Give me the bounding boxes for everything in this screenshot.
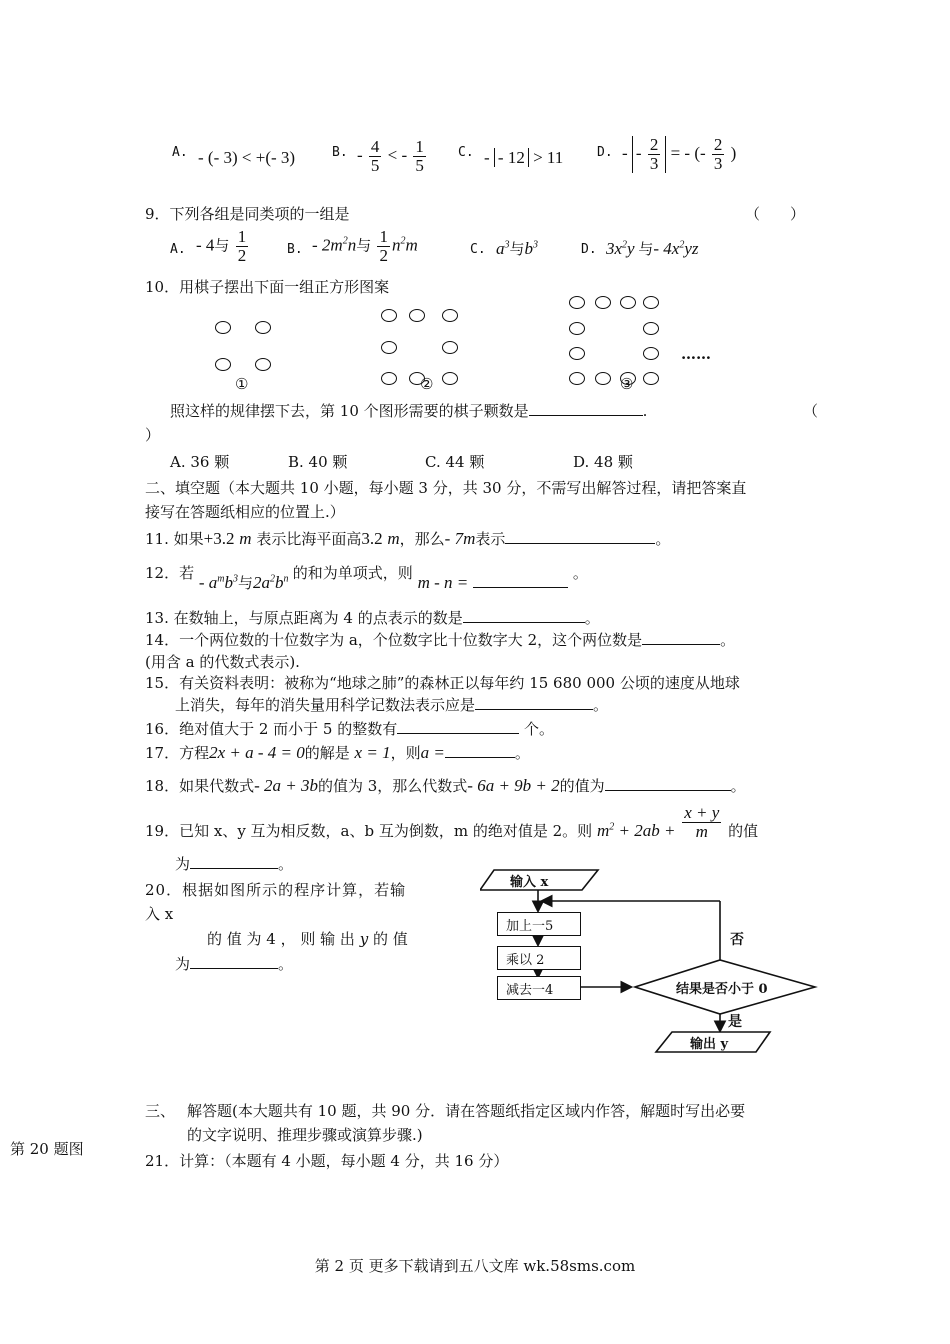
q19-line2: 为 。 <box>175 855 294 873</box>
q10-follow-text: 照这样的规律摆下去，第 10 个图形需要的棋子颗数是 . <box>170 402 648 420</box>
q9-answer-paren: （ ） <box>745 205 806 223</box>
q10-option-b: B. 40 颗 <box>288 453 348 471</box>
flow-input: 输入 x <box>510 875 549 890</box>
figure-caption: 第 20 题图 <box>10 1140 84 1158</box>
q8-option-c-label: C. <box>458 145 474 160</box>
q10-paren-open: （ <box>803 402 819 420</box>
chess-piece <box>569 372 585 385</box>
q9-option-d-expr: $3x^2y$ 与- $4x^2yz$ <box>606 239 699 258</box>
q9-option-c-label: C. <box>470 242 486 257</box>
chess-piece <box>381 372 397 385</box>
q19: 19．已知 x、y 互为相反数，a、b 互为倒数，m 的绝对值是 2。则 $m^2 + 2ab$ + $\frac{x + y}{m}$ 的值 <box>145 803 759 841</box>
page-footer: 第 2 页 更多下载请到五八文库 wk.58sms.com <box>314 1257 636 1275</box>
q20-line3: 的 值 为 4 ， 则 输 出 y 的 值 <box>207 930 408 948</box>
chess-piece <box>255 358 271 371</box>
q10-paren-close: ） <box>145 426 161 444</box>
q10-figure-1-label: ① <box>235 375 249 393</box>
chess-piece <box>442 309 458 322</box>
chess-piece <box>595 296 611 309</box>
flow-subtract: 减去一4 <box>497 976 581 1000</box>
chess-piece <box>643 372 659 385</box>
chess-piece <box>442 372 458 385</box>
section3-heading-cont: 的文字说明、推理步骤或演算步骤.) <box>187 1126 423 1144</box>
chess-piece <box>215 321 231 334</box>
q15: 15．有关资料表明：被称为“地球之肺”的森林正以每年约 15 680 000 公顷的速度从地球 <box>145 674 740 692</box>
q14-line2: (用含 a 的代数式表示). <box>145 653 300 671</box>
q9-option-a-label: A. <box>170 242 186 257</box>
q20-line1: 20．根据如图所示的程序计算，若输 <box>145 881 407 899</box>
q8-option-a-label: A. <box>172 145 188 160</box>
section2-heading: 二、填空题（本大题共 10 小题，每小题 3 分，共 30 分，不需写出解答过程，请把答案直 <box>145 479 747 497</box>
q12: 12．若 - $a^mb^3$与$2a^2b^n$ 的和为单项式，则 m - n = 。 <box>145 564 588 592</box>
q20-line4: 为 。 <box>175 955 294 973</box>
section3-heading: 解答题(本大题共有 10 题，共 90 分．请在答题纸指定区域内作答，解题时写出必要 <box>187 1102 746 1120</box>
q20-line2: 入 x <box>145 905 174 923</box>
flow-no-label: 否 <box>730 932 744 948</box>
q9-text: 9．下列各组是同类项的一组是 <box>145 205 350 223</box>
chess-piece <box>381 341 397 354</box>
chess-piece <box>643 296 659 309</box>
q8-option-b-expr: - $\frac{4}{5}$ < - $\frac{1}{5}$ <box>357 137 424 175</box>
q14: 14．一个两位数的十位数字为 a，个位数字比十位数字大 2，这个两位数是 。 <box>145 631 736 649</box>
q9-option-a-expr: - 4与 $\frac{1}{2}$ <box>196 227 247 265</box>
q10-figure-2-label: ② <box>420 375 434 393</box>
section3-number: 三、 <box>145 1102 176 1120</box>
q9-option-b-expr: - $2m^2n$与 $\frac{1}{2}$ $n^2m$ <box>312 227 418 265</box>
chess-piece <box>569 296 585 309</box>
chess-piece <box>255 321 271 334</box>
flow-yes-label: 是 <box>728 1014 742 1030</box>
chess-piece <box>381 309 397 322</box>
chess-piece <box>569 322 585 335</box>
q10-option-d: D. 48 颗 <box>573 453 633 471</box>
flow-decision: 结果是否小于 0 <box>676 982 768 997</box>
q9-option-b-label: B. <box>287 242 303 257</box>
chess-piece <box>409 309 425 322</box>
q13: 13. 在数轴上，与原点距离为 4 的点表示的数是 。 <box>145 609 600 627</box>
flow-multiply: 乘以 2 <box>497 946 581 970</box>
q8-option-c-expr: - - 12 > 11 <box>484 148 564 167</box>
q8-option-d-label: D. <box>597 145 613 160</box>
flowchart <box>480 862 825 1062</box>
q18: 18．如果代数式- 2a + 3b的值为 3，那么代数式- 6a + 9b + 2的值为 。 <box>145 776 746 795</box>
chess-piece <box>569 347 585 360</box>
chess-piece <box>215 358 231 371</box>
q12-term1: - $a^mb^3$与$2a^2b^n$ <box>198 573 289 592</box>
q10-text: 10．用棋子摆出下面一组正方形图案 <box>145 278 390 296</box>
q11: 11. 如果+3.2 m 表示比海平面高3.2 m，那么- 7m表示 。 <box>145 529 671 548</box>
q17: 17．方程2x + a - 4 = 0的解是 x = 1，则a = 。 <box>145 743 530 762</box>
q16: 16．绝对值大于 2 而小于 5 的整数有 个。 <box>145 720 555 738</box>
flow-output: 输出 y <box>690 1037 729 1052</box>
q9-option-d-label: D. <box>581 242 597 257</box>
chess-piece <box>643 347 659 360</box>
section2-heading-cont: 接写在答题纸相应的位置上.） <box>145 503 345 521</box>
q10-figure-3-label: ③ <box>620 375 634 393</box>
chess-piece <box>620 296 636 309</box>
q8-option-a-expr: - (- 3) < +(- 3) <box>198 148 296 167</box>
chess-piece <box>595 372 611 385</box>
q9-option-c-expr: $a^3$与$b^3$ <box>496 239 539 258</box>
q21: 21．计算：（本题有 4 小题，每小题 4 分，共 16 分） <box>145 1152 509 1170</box>
flow-add: 加上一5 <box>497 912 581 936</box>
q10-option-c: C. 44 颗 <box>425 453 485 471</box>
chess-piece <box>643 322 659 335</box>
q8-option-b-label: B. <box>332 145 348 160</box>
q8-option-d-expr: - - $\frac{2}{3}$ = - (- $\frac{2}{3}$ ) <box>622 135 737 173</box>
q15-line2: 上消失，每年的消失量用科学记数法表示应是 。 <box>175 696 609 714</box>
q10-ellipsis: …… <box>681 345 711 363</box>
chess-piece <box>442 341 458 354</box>
q10-option-a: A. 36 颗 <box>170 453 230 471</box>
